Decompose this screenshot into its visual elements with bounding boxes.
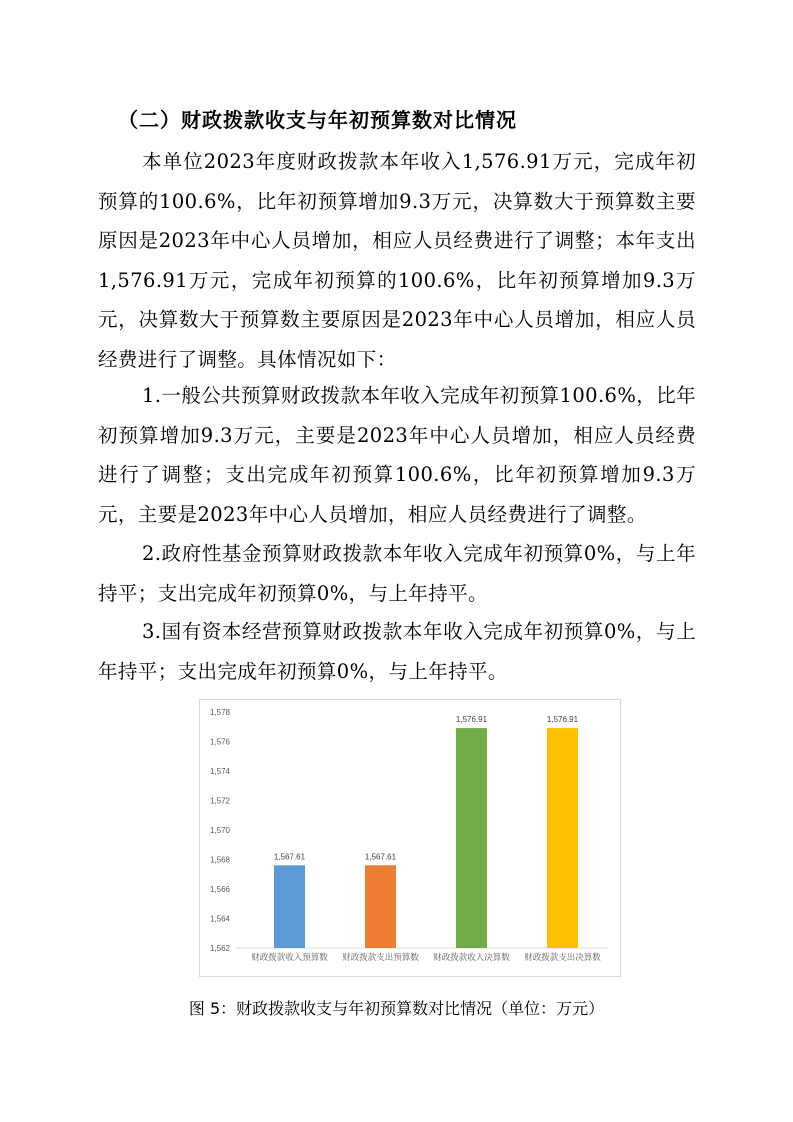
y-tick-label: 1,578 (209, 708, 230, 717)
paragraph-government-fund: 2.政府性基金预算财政拨款本年收入完成年初预算0%，与上年持平；支出完成年初预算0%，与上年持平。 (98, 542, 696, 605)
data-label: 1,567.61 (364, 852, 397, 862)
bar-3 (456, 728, 487, 948)
data-label: 1,576.91 (546, 715, 579, 725)
y-tick-label: 1,564 (209, 914, 230, 924)
section-heading: （二）财政拨款收支与年初预算数对比情况 (118, 108, 517, 132)
paragraph-summary: 本单位2023年度财政拨款本年收入1,576.91万元，完成年初预算的100.6%，比年初预算增加9.3万元，决算数大于预算数主要原因是2023年中心人员增加，相应人员经费进行了调整；本年支出1,576.91万元，完成年初预算的100.6%，比年初预算增加9.3万元，决算数大于预算数主要原因是2023年中心人员增加，相应人员经费进行了调整。具体情况如下： (98, 150, 696, 371)
y-tick-label: 1,572 (209, 796, 230, 806)
paragraph-general-budget: 1.一般公共预算财政拨款本年收入完成年初预算100.6%，比年初预算增加9.3万元，主要是2023年中心人员增加，相应人员经费进行了调整；支出完成年初预算100.6%，比年初预算增加9.3万元，主要是2023年中心人员增加，相应人员经费进行了调整。 (98, 384, 696, 526)
bar-chart-frame (199, 699, 621, 977)
y-tick-label: 1,566 (209, 885, 230, 894)
x-category-label: 财政拨款支出预算数 (342, 952, 419, 962)
data-label: 1,567.61 (273, 852, 306, 862)
bar-2 (365, 865, 396, 948)
y-tick-label: 1,570 (209, 826, 230, 835)
y-tick-label: 1,574 (209, 767, 230, 776)
y-tick-label: 1,576 (209, 737, 230, 747)
y-tick-label: 1,562 (209, 944, 230, 953)
y-tick-label: 1,568 (209, 855, 230, 865)
x-category-label: 财政拨款收入决算数 (433, 952, 510, 962)
data-label: 1,576.91 (455, 715, 488, 725)
x-category-label: 财政拨款支出决算数 (524, 952, 601, 962)
paragraph-state-capital: 3.国有资本经营预算财政拨款本年收入完成年初预算0%，与上年持平；支出完成年初预算0%，与上年持平。 (98, 620, 696, 683)
bar-1 (274, 865, 305, 948)
x-category-label: 财政拨款收入预算数 (251, 952, 328, 962)
bar-4 (547, 728, 578, 948)
bar-chart (200, 700, 620, 976)
figure-caption: 图 5：财政拨款收支与年初预算数对比情况（单位：万元） (188, 999, 605, 1018)
